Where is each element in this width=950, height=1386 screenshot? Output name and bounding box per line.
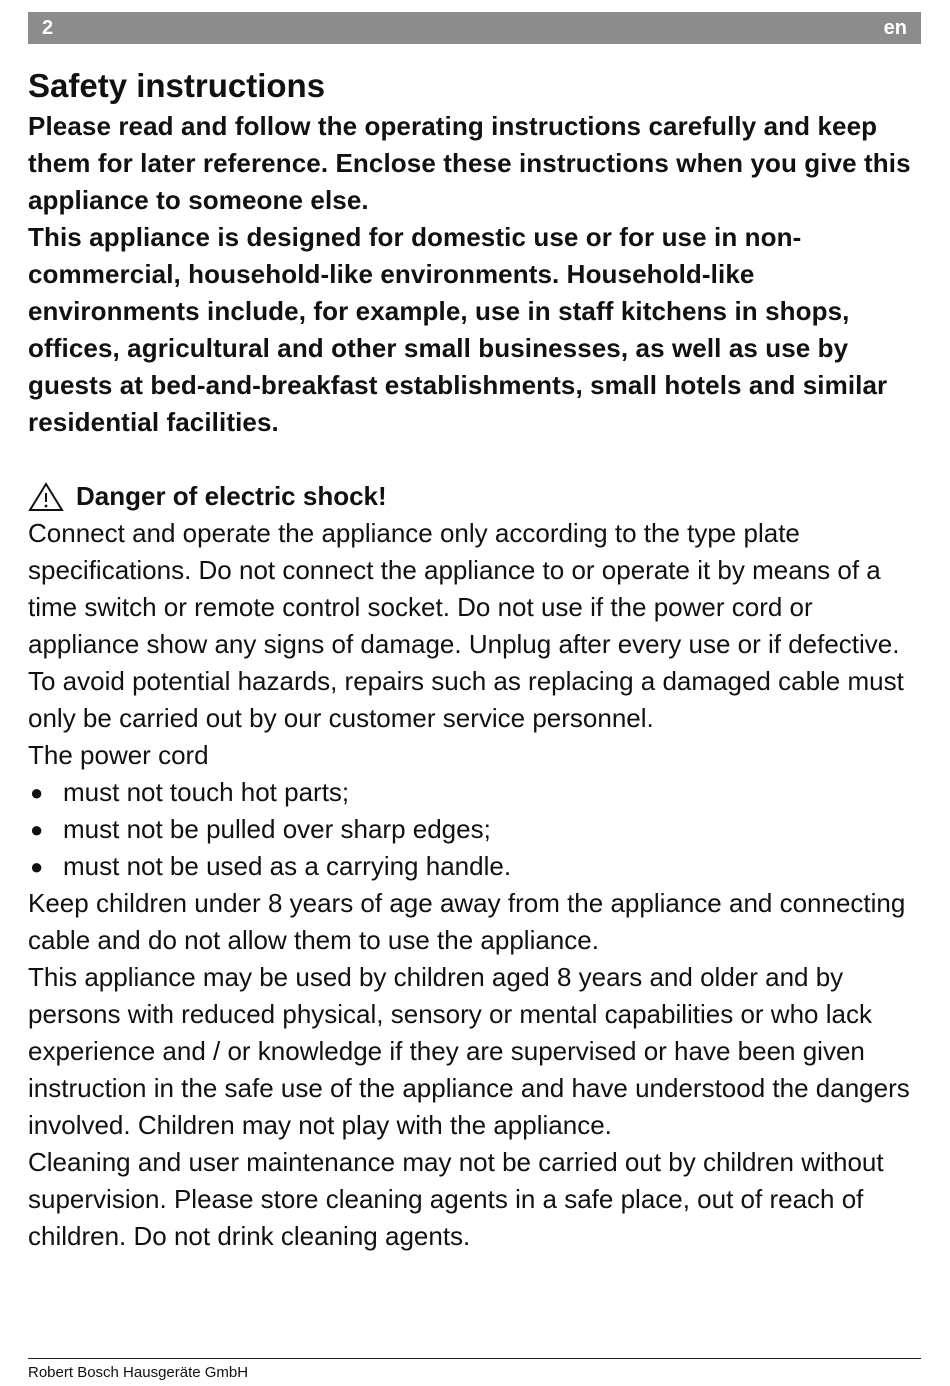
body-paragraph: Connect and operate the appliance only according to the type plate specifications. Do not connect the appliance to or operate it by means of a time switch or remote control socket. Do not use if the power cord or appliance show any signs of damage. Unplug after every use or if defective. <box>28 518 900 659</box>
body-paragraph: To avoid potential hazards, repairs such as replacing a damaged cable must only be carried out by our customer service personnel. <box>28 666 904 733</box>
power-cord-list <box>28 774 921 885</box>
body-paragraph: The power cord <box>28 740 209 770</box>
page-header-bar <box>28 12 921 44</box>
list-item-text: must not be pulled over sharp edges; <box>63 814 491 844</box>
body-paragraph: Keep children under 8 years of age away from the appliance and connecting cable and do not allow them to use the appliance. <box>28 888 906 955</box>
footer-divider <box>28 1358 921 1359</box>
warning-heading <box>28 478 921 515</box>
list-item-text: must not be used as a carrying handle. <box>63 851 512 881</box>
page-number: 2 <box>42 17 54 39</box>
list-item <box>28 848 921 885</box>
bullet-icon: ● <box>30 854 44 879</box>
body-paragraph: This appliance may be used by children aged 8 years and older and by persons with reduced physical, sensory or mental capabilities or who lack experience and / or knowledge if they are supervised or have been given instruction in the safe use of the appliance and have understood the dangers involved. Children may not play with the appliance. <box>28 962 910 1140</box>
list-item <box>28 811 921 848</box>
warning-heading-text: Danger of electric shock! <box>76 481 387 511</box>
page-content <box>28 64 921 1255</box>
intro-paragraph: Please read and follow the operating instructions carefully and keep them for later reference. Enclose these instructions when you give this appliance to someone else. <box>28 111 911 215</box>
warning-triangle-icon <box>28 482 64 512</box>
language-code: en <box>883 17 907 39</box>
footer-company: Robert Bosch Hausgeräte GmbH <box>28 1364 249 1381</box>
page-title: Safety instructions <box>28 67 326 104</box>
intro-section <box>28 108 921 441</box>
bullet-icon: ● <box>30 817 44 842</box>
body-paragraph: Cleaning and user maintenance may not be carried out by children without supervision. Please store cleaning agents in a safe place, out of reach of children. Do not drink cleaning agents. <box>28 1147 884 1251</box>
list-item-text: must not touch hot parts; <box>63 777 350 807</box>
intro-paragraph: This appliance is designed for domestic use or for use in non-commercial, household-like environments. Household-like environments include, for example, use in staff kitchens in shops, offices, agricultural and other small businesses, as well as use by guests at bed-and-breakfast establishments, small hotels and similar residential facilities. <box>28 222 888 437</box>
list-item <box>28 774 921 811</box>
bullet-icon: ● <box>30 780 44 805</box>
body-section <box>28 515 921 1255</box>
